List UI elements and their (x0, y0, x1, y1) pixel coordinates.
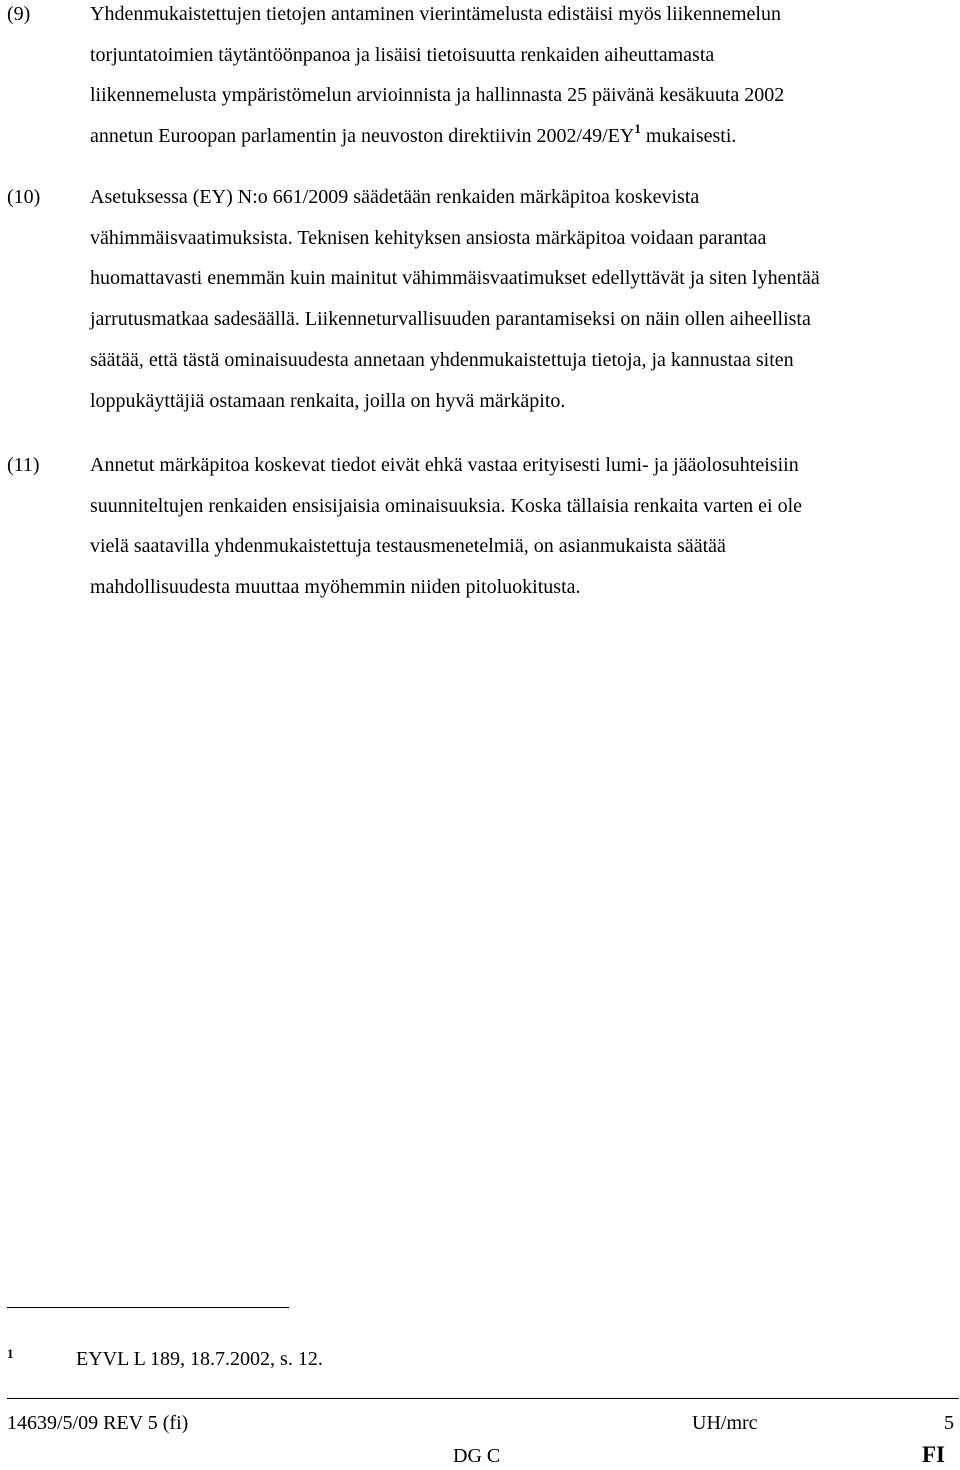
text-line: jarrutusmatkaa sadesäällä. Liikenneturvallisuuden parantamiseksi on näin ollen aiheellista (90, 308, 811, 331)
text-line: torjuntatoimien täytäntöönpanoa ja lisäisi tietoisuutta renkaiden aiheuttamasta (90, 43, 715, 66)
text-line: Asetuksessa (EY) N:o 661/2009 säädetään renkaiden märkäpitoa koskevista (90, 186, 700, 208)
text-line: mahdollisuudesta muuttaa myöhemmin niiden pitoluokitusta. (90, 576, 581, 599)
recital-text (90, 177, 958, 421)
text-line: Annetut märkäpitoa koskevat tiedot eivät ehkä vastaa erityisesti lumi- ja jääolosuhteisiin (90, 454, 799, 476)
recital-number: (9) (7, 3, 31, 25)
footnote-text: EYVL L 189, 18.7.2002, s. 12. (76, 1348, 323, 1370)
text-line: vähimmäisvaatimuksista. Teknisen kehityksen ansiosta märkäpitoa voidaan parantaa (90, 226, 767, 249)
footer-separator (7, 1398, 959, 1399)
footnote-marker: 1 (7, 1346, 14, 1361)
text-line: liikennemelusta ympäristömelun arvioinnista ja hallinnasta 25 päivänä kesäkuuta 2002 (90, 84, 785, 107)
recital-text (90, 0, 958, 159)
text-line: loppukäyttäjiä ostamaan renkaita, joilla on hyvä märkäpito. (90, 389, 566, 412)
text-line: suunniteltujen renkaiden ensisijaisia ominaisuuksia. Koska tällaisia renkaita varten ei ole (90, 494, 803, 517)
text-line: huomattavasti enemmän kuin mainitut vähimmäisvaatimukset edellyttävät ja siten lyhentää (90, 267, 820, 290)
footnote-reference[interactable]: 1 (634, 121, 641, 137)
recital-text (90, 445, 958, 608)
text-line: Yhdenmukaistettujen tietojen antaminen vierintämelusta edistäisi myös liikennemelun (90, 3, 781, 25)
text-segment: mukaisesti. (640, 125, 737, 148)
text-segment: annetun Euroopan parlamentin ja neuvoston direktiivin 2002/49/EY (90, 125, 635, 148)
footnote-separator (7, 1307, 289, 1308)
text-line: vielä saatavilla yhdenmukaistettuja testausmenetelmiä, on asianmukaista säätää (90, 535, 726, 558)
footer-page-number: 5 (944, 1412, 954, 1434)
recital-number: (10) (7, 186, 41, 208)
recital-number: (11) (7, 454, 40, 476)
text-line (90, 116, 958, 159)
footer-document-reference: 14639/5/09 REV 5 (fi) (7, 1412, 189, 1434)
footer-author-code: UH/mrc (692, 1412, 758, 1434)
text-line: säätää, että tästä ominaisuudesta annetaan yhdenmukaistettuja tietoja, ja kannustaa siten (90, 348, 794, 371)
footer-language-code: FI (922, 1442, 945, 1467)
footer-directorate: DG C (453, 1445, 501, 1467)
